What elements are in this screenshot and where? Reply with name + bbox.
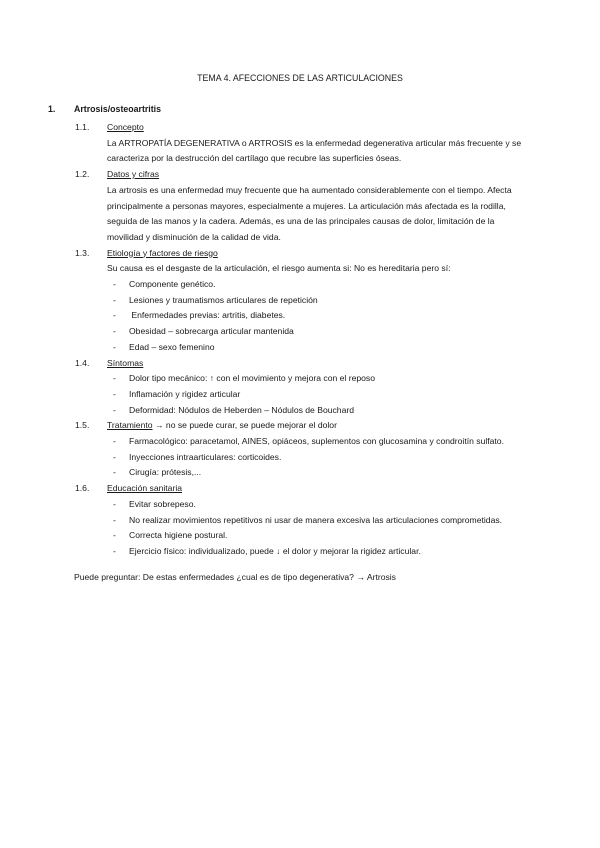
subsection-heading (0, 356, 600, 372)
list-item: - Cirugía: prótesis,... (113, 467, 202, 478)
paragraph: La ARTROPATÍA DEGENERATIVA o ARTROSIS es la enfermedad degenerativa articular más frecuente y se caracteriza por la destrucción del cartílago que recubre las superficies óseas. (107, 137, 522, 164)
list-item: - Dolor tipo mecánico: ↑ con el movimiento y mejora con el reposo (113, 373, 375, 384)
subsection-heading (0, 481, 600, 497)
section-label: Artrosis/osteoartritis (74, 104, 162, 114)
list-item: - Deformidad: Nódulos de Heberden – Nódulos de Bouchard (113, 404, 355, 415)
bullet-list (0, 371, 600, 418)
subsection-number: 1.3. (75, 247, 90, 258)
list-item: - Correcta higiene postural. (113, 530, 228, 541)
page-title: TEMA 4. AFECCIONES DE LAS ARTICULACIONES (197, 73, 403, 83)
list-item: - Inyecciones intraarticulares: corticoides. (113, 451, 282, 462)
list-item: - No realizar movimientos repetitivos ni usar de manera excesiva las articulaciones comprometidas. (113, 514, 503, 525)
subsection-title: Etiología y factores de riesgo (107, 247, 218, 258)
subsection-heading (0, 246, 600, 262)
subsection-title: Datos y cifras (107, 169, 160, 180)
bullet-list (0, 277, 600, 356)
exam-note: Puede preguntar: De estas enfermedades ¿cual es de tipo degenerativa? → Artrosis (74, 571, 396, 582)
subsection-title: Concepto (107, 122, 144, 132)
list-item: - Lesiones y traumatismos articulares de repetición (113, 294, 318, 305)
list-item: - Inflamación y rigidez articular (113, 388, 241, 399)
bullet-list (0, 497, 600, 560)
subsection-title: Síntomas (107, 357, 144, 368)
subsection-heading (0, 167, 600, 183)
subsection-heading (0, 120, 600, 136)
subsection-title: Tratamiento (107, 420, 153, 431)
section-number: 1. (48, 104, 56, 114)
subsection-heading (0, 418, 600, 434)
list-item: - Edad – sexo femenino (113, 341, 215, 352)
bullet-list (0, 434, 600, 481)
subsection-number: 1.6. (75, 483, 90, 494)
paragraph: La artrosis es una enfermedad muy frecuente que ha aumentado considerablemente con el tiempo. Afecta principalmente a personas mayores, especialmente a mujeres. La articulación más afectada es la rodilla, seguida de las manos y la cadera. Además, es una de las principales causas de dolor, limitación de la movilidad y disminución de la calidad de vida. (107, 184, 512, 242)
subsection-title-suffix: → no se puede curar, se puede mejorar el dolor (152, 420, 337, 431)
paragraph: Su causa es el desgaste de la articulación, el riesgo aumenta si: No es hereditaria pero sí: (107, 263, 451, 274)
section-heading (48, 102, 161, 118)
subsection-number: 1.2. (75, 169, 90, 180)
list-item: - Obesidad – sobrecarga articular mantenida (113, 326, 294, 337)
subsection-number: 1.4. (75, 357, 90, 368)
list-item: - Componente genético. (113, 279, 216, 290)
document-body (0, 120, 600, 585)
list-item: - Ejercicio físico: individualizado, puede ↓ el dolor y mejorar la rigidez articular. (113, 545, 421, 556)
subsection-number: 1.1. (75, 122, 90, 132)
list-item: - Evitar sobrepeso. (113, 498, 196, 509)
subsection-title: Educación sanitaria (107, 483, 183, 494)
list-item: - Farmacológico: paracetamol, AINES, opiáceos, suplementos con glucosamina y condroitín sulfato. (113, 436, 504, 447)
list-item: - Enfermedades previas: artritis, diabetes. (113, 310, 286, 321)
subsection-number: 1.5. (75, 420, 90, 431)
